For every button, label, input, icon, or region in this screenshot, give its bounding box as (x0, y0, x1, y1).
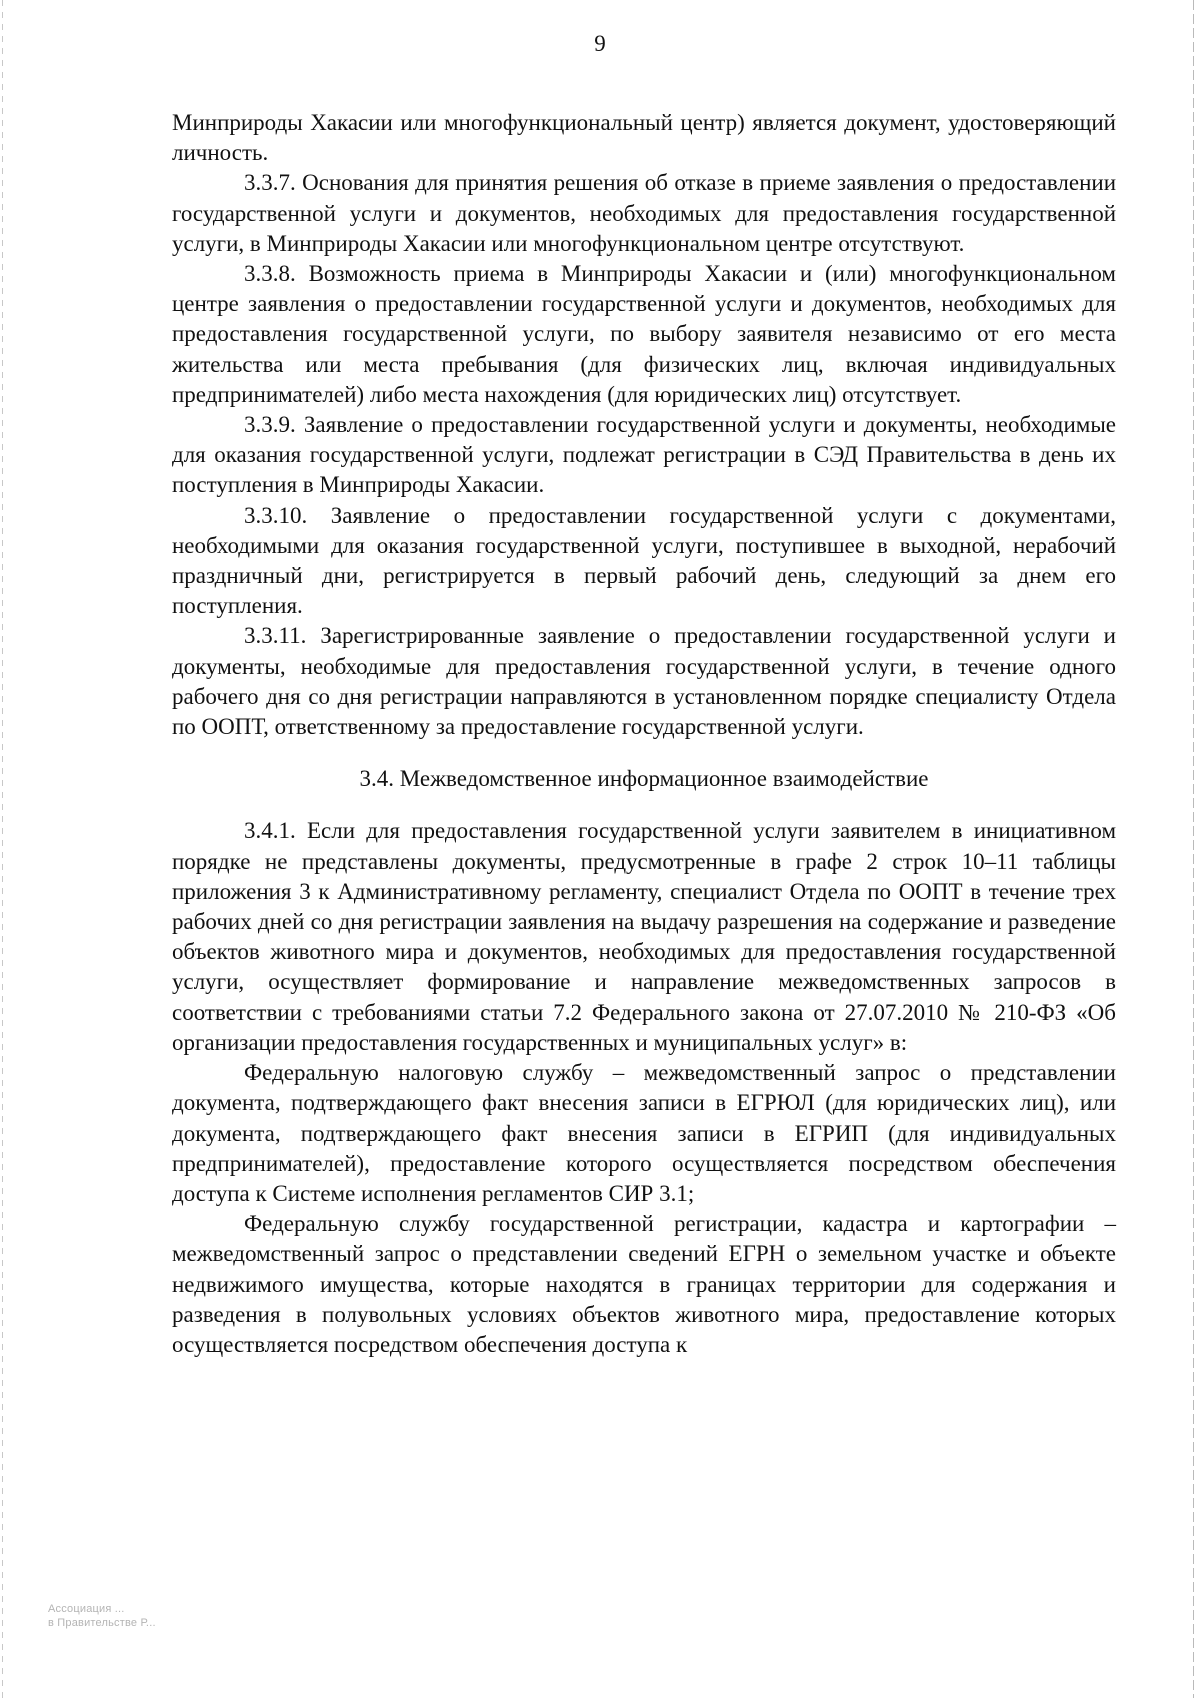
registration-stamp (48, 1602, 156, 1630)
paragraph-3-4-1: 3.4.1. Если для предоставления государственной услуги заявителем в инициативном порядке не представлены документы, предусмотренные в графе 2 строк 10–11 таблицы приложения 3 к Административному регламенту, специалист Отдела по ООПТ в течение трех рабочих дней со дня регистрации заявления на выдачу разрешения на содержание и разведение объектов животного мира и документов, необходимых для предоставления государственной услуги, осуществляет формирование и направление межведомственных запросов в соответствии с требованиями статьи 7.2 Федерального закона от 27.07.2010 № 210-ФЗ «Об организации предоставления государственных и муниципальных услуг» в: (172, 818, 1116, 1055)
paragraph-tax-service: Федеральную налоговую службу – межведомственный запрос о представлении документа, подтверждающего факт внесения записи в ЕГРЮЛ (для юридических лиц), или документа, подтверждающего факт внесения записи в ЕГРИП (для индивидуальных предпринимателей), предоставление которого осуществляется посредством обеспечения доступа к Системе исполнения регламентов СИР 3.1; (172, 1060, 1116, 1206)
scan-edge-left (2, 0, 3, 1698)
scan-edge-right (1193, 0, 1194, 1698)
document-body (172, 108, 1116, 1360)
paragraph-3-3-10: 3.3.10. Заявление о предоставлении государственной услуги с документами, необходимыми для оказания государственной услуги, поступившее в выходной, нерабочий праздничный дни, регистрируется в первый рабочий день, следующий за днем его поступления. (172, 502, 1116, 619)
paragraph-registry-service: Федеральную службу государственной регистрации, кадастра и картографии – межведомственный запрос о представлении сведений ЕГРН о земельном участке и объекте недвижимого имущества, которые находятся в границах территории для содержания и разведения в полувольных условиях объектов животного мира, предоставление которых осуществляется посредством обеспечения доступа к (172, 1211, 1116, 1357)
paragraph-3-3-9: 3.3.9. Заявление о предоставлении государственной услуги и документы, необходимые для оказания государственной услуги, подлежат регистрации в СЭД Правительства в день их поступления в Минприроды Хакасии. (172, 412, 1116, 498)
paragraph-3-3-8: 3.3.8. Возможность приема в Минприроды Хакасии и (или) многофункциональном центре заявления о предоставлении государственной услуги и документов, необходимых для предоставления государственной услуги, по выбору заявителя независимо от его места жительства или места пребывания (для физических лиц, включая индивидуальных предпринимателей) либо места нахождения (для юридических лиц) отсутствует. (172, 261, 1116, 407)
section-title: 3.4. Межведомственное информационное взаимодействие (359, 766, 929, 792)
stamp-line-2: в Правительстве Р... (48, 1617, 156, 1629)
paragraph-3-3-7: 3.3.7. Основания для принятия решения об отказе в приеме заявления о предоставлении государственной услуги и документов, необходимых для предоставления государственной услуги, в Минприроды Хакасии или многофункциональном центре отсутствуют. (172, 170, 1116, 256)
stamp-line-1: Ассоциация ... (48, 1603, 125, 1615)
page-number: 9 (594, 31, 606, 56)
paragraph-3-3-11: 3.3.11. Зарегистрированные заявление о предоставлении государственной услуги и документы, необходимые для предоставления государственной услуги, в течение одного рабочего дня со дня регистрации направляются в установленном порядке специалисту Отдела по ООПТ, ответственному за предоставление государственной услуги. (172, 623, 1116, 740)
paragraph-continuation: Минприроды Хакасии или многофункциональный центр) является документ, удостоверяющий личность. (172, 110, 1116, 166)
